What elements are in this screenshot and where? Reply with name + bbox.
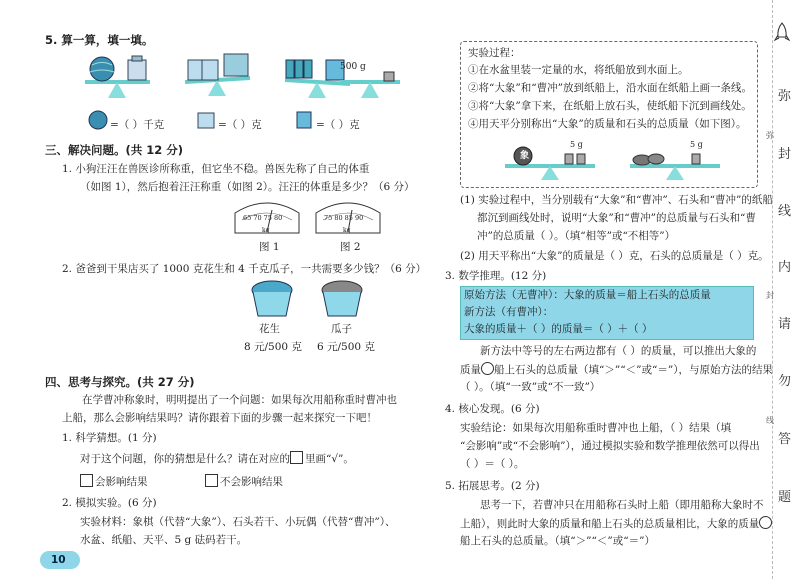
- seal-small-2: 封: [766, 291, 774, 300]
- materials-line1: 实验材料：象棋（代替“大象”）、石头若干、小玩偶（代替“曹冲”）、: [80, 516, 396, 528]
- figure1-label: 图 1: [259, 241, 280, 253]
- compare-circle-2[interactable]: [759, 516, 772, 529]
- watermelon-icon: [88, 110, 108, 130]
- materials-line2: 水盆、纸船、天平、5 g 砝码若干。: [80, 534, 248, 546]
- question2-title: 2. 模拟实验。(6 分): [62, 497, 157, 509]
- q5-answer-1: =（ ）千克: [110, 119, 165, 131]
- checkbox-affects[interactable]: [80, 474, 93, 487]
- question4-title: 4. 核心发现。(6 分): [445, 403, 540, 415]
- peanut-bowl-icon: [250, 278, 295, 320]
- reasoning-line1: 新方法中等号的左右两边都有（ ）的质量，可以推出大象的: [480, 345, 757, 357]
- seal-char-1: 弥: [778, 89, 792, 104]
- experiment-balances: [505, 138, 745, 183]
- section3-title: 三、解决问题。(共 12 分): [45, 143, 184, 157]
- conclusion-line1: 实验结论：如果每次用船称重时曹冲也上船，（ ）结果（填: [460, 422, 732, 434]
- question1-prompt: 对于这个问题，你的猜想是什么？请在对应的 里画“√”。: [80, 453, 354, 465]
- weight-5g-2: 5 g: [690, 140, 703, 149]
- rocket-icon: [773, 22, 791, 44]
- step-1: ①在水盆里装一定量的水，将纸船放到水面上。: [468, 64, 689, 76]
- scale2-ticks: 75 80 85 90: [324, 214, 364, 222]
- option-no-affect: 不会影响结果: [205, 474, 283, 489]
- problem1-line2: （如图 1），然后抱着汪汪称重（如图 2）。汪汪的体重是多少？（6 分）: [80, 181, 415, 193]
- seal-char-8: 题: [778, 490, 792, 505]
- extension-line3: 船上石头的总质量。（填“＞”“＜”或“＝”）: [460, 535, 655, 547]
- intro-line1: 在学曹冲称象时，明明提出了一个问题：如果每次用船称重时曹冲也: [82, 394, 397, 406]
- box-icon: [294, 110, 314, 130]
- seed-price: 6 元/500 克: [317, 341, 375, 353]
- bag-icon: [196, 110, 216, 130]
- conclusion-line2: “会影响”或“不会影响”），通过模拟实验和数学推理依然可以得出: [460, 440, 760, 452]
- problem1-line1: 1. 小狗汪汪在兽医诊所称重，但它坐不稳。兽医先称了自己的体重: [62, 163, 370, 175]
- question1-title: 1. 科学猜想。(1 分): [62, 432, 157, 444]
- elephant-label: 象: [520, 151, 530, 161]
- seed-bowl-icon: [320, 278, 365, 320]
- step-4: ④用天平分别称出“大象”的质量和石头的总质量（如下图）。: [468, 118, 747, 130]
- scale1-ticks: 65 70 75 80: [243, 214, 283, 222]
- reasoning-line2: 质量 船上石头的总质量（填“＞”“＜”或“＝”），与原始方法的结果: [460, 364, 773, 376]
- question5-title: 5. 拓展思考。(2 分): [445, 480, 540, 492]
- seal-char-6: 勿: [778, 374, 792, 389]
- answer2-line: (2) 用天平称出“大象”的质量是（ ）克，石头的总质量是（ ）克。: [460, 250, 769, 262]
- method-equation: 大象的质量＋（ ）的质量＝（ ）＋（ ）: [464, 323, 653, 335]
- method-original: 原始方法（无曹冲）：大象的质量＝船上石头的总质量: [464, 289, 711, 301]
- intro-line2: 上船，那么会影响结果吗？请你跟着下面的步骤一起来探究一下吧！: [62, 412, 377, 424]
- scale2-kg: kg: [343, 227, 351, 234]
- scale1-kg: kg: [262, 227, 270, 234]
- seal-char-4: 内: [778, 260, 792, 275]
- section4-title: 四、思考与探究。(共 27 分): [45, 375, 195, 389]
- seal-small-3: 线: [766, 416, 774, 425]
- seal-char-2: 封: [778, 147, 792, 162]
- seal-char-7: 答: [778, 432, 792, 447]
- page-number: 10: [51, 554, 66, 566]
- step-3: ③将“大象”拿下来，在纸船上放石头，使纸船下沉到画线处。: [468, 100, 752, 112]
- seal-char-5: 请: [778, 317, 792, 332]
- figure2-label: 图 2: [340, 241, 361, 253]
- seed-label: 瓜子: [331, 323, 352, 335]
- extension-line2: 上船），则此时大象的质量和船上石头的总质量相比，大象的质量: [460, 516, 772, 531]
- seal-small-1: 弥: [766, 131, 774, 140]
- answer1-line1: (1) 实验过程中，当分别载有“大象”和“曹冲”、石头和“曹冲”的纸船: [460, 194, 773, 206]
- seal-char-3: 线: [778, 204, 792, 219]
- step-2: ②将“大象”和“曹冲”放到纸船上，沿水面在纸船上画一条线。: [468, 82, 752, 94]
- extension-line1: 思考一下，若曹冲只在用船称石头时上船（即用船称大象时不: [480, 499, 764, 511]
- q5-answer-2: =（ ）克: [218, 119, 262, 131]
- prompt-checkbox-icon: [290, 451, 303, 464]
- problem2-text: 2. 爸爸到干果店买了 1000 克花生和 4 千克瓜子，一共需要多少钱？（6 分）: [62, 263, 427, 275]
- question3-title: 3. 数学推理。(12 分): [445, 270, 547, 282]
- balance-1: [85, 56, 150, 98]
- peanut-label: 花生: [259, 323, 280, 335]
- option-affects: 会影响结果: [80, 474, 148, 489]
- peanut-price: 8 元/500 克: [244, 341, 302, 353]
- compare-circle-1[interactable]: [481, 362, 494, 375]
- process-title: 实验过程：: [468, 47, 521, 59]
- weight-500g: 500 g: [340, 62, 366, 72]
- answer1-line3: 冲”的总质量（ ）。（填“相等”或“不相等”）: [477, 230, 676, 242]
- method-new: 新方法（有曹冲）：: [464, 306, 554, 318]
- balance-2: [185, 54, 250, 96]
- answer1-line2: 都沉到画线处时，说明“大象”和“曹冲”的总质量与石头和“曹: [477, 212, 756, 224]
- q5-answer-3: =（ ）克: [316, 119, 360, 131]
- reasoning-line3: （ ）。（填“一致”或“不一致”）: [460, 381, 601, 393]
- balance-stones: [630, 154, 720, 180]
- weight-5g-1: 5 g: [570, 140, 583, 149]
- q5-title: 5. 算一算，填一填。: [45, 33, 154, 47]
- checkbox-no-affect[interactable]: [205, 474, 218, 487]
- conclusion-line3: （ ）＝（ ）。: [460, 458, 525, 470]
